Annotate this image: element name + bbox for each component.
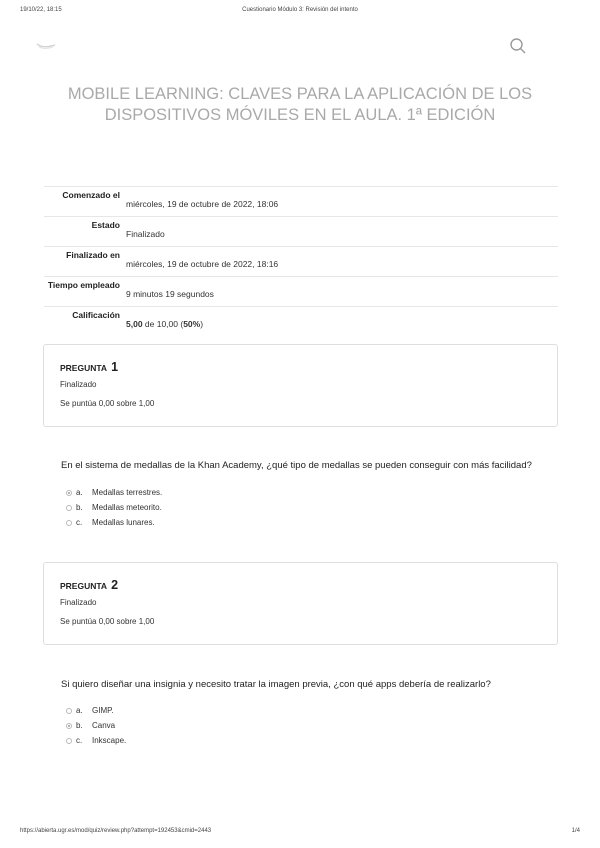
question-number: 1	[111, 360, 119, 374]
summary-row-grade	[44, 307, 558, 337]
answer-letter: a.	[76, 706, 83, 715]
answer-text: GIMP.	[92, 706, 114, 715]
swoosh-logo-icon[interactable]	[35, 40, 57, 52]
radio-checked-icon[interactable]	[66, 723, 72, 729]
radio-icon[interactable]	[66, 520, 72, 526]
answer-text: Medallas lunares.	[92, 518, 155, 527]
answer-option[interactable]	[66, 500, 162, 515]
summary-row-finished	[44, 247, 558, 277]
summary-label: Finalizado en	[66, 250, 120, 260]
radio-checked-icon[interactable]	[66, 490, 72, 496]
answer-text: Canva	[92, 721, 116, 730]
grade-score: 5,00	[126, 319, 143, 329]
answer-option[interactable]	[66, 703, 126, 718]
grade-percent: 50%	[183, 319, 201, 329]
question-grade: Se puntúa 0,00 sobre 1,00	[60, 617, 155, 626]
question-text: Si quiero diseñar una insignia y necesito tratar la imagen previa, ¿con qué apps debería de realizarlo?	[61, 679, 491, 690]
print-date: 19/10/22, 18:15	[20, 7, 62, 13]
answer-text: Inkscape.	[92, 736, 127, 745]
answer-option[interactable]	[66, 515, 162, 530]
print-page-number: 1/4	[571, 828, 580, 834]
question-grade: Se puntúa 0,00 sobre 1,00	[60, 399, 155, 408]
answer-list	[66, 703, 126, 748]
course-title: MOBILE LEARNING: CLAVES PARA LA APLICACIÓN DE LOS DISPOSITIVOS MÓVILES EN EL AULA. 1ª EDICIÓN	[67, 85, 533, 124]
question-state: Finalizado	[60, 380, 97, 389]
answer-letter: a.	[76, 488, 83, 497]
search-icon[interactable]	[509, 37, 527, 55]
question-number: 2	[111, 578, 119, 592]
print-page-title: Cuestionario Módulo 3: Revisión del intento	[242, 7, 358, 13]
summary-value: Finalizado	[126, 229, 165, 239]
summary-row-state	[44, 217, 558, 247]
summary-row-started	[44, 187, 558, 217]
question-label-text: PREGUNTA	[60, 363, 108, 373]
question-label	[60, 360, 118, 374]
radio-icon[interactable]	[66, 708, 72, 714]
summary-value: miércoles, 19 de octubre de 2022, 18:06	[126, 199, 279, 209]
summary-label: Tiempo empleado	[47, 280, 120, 290]
question-info-box	[43, 562, 558, 645]
answer-text: Medallas meteorito.	[92, 503, 162, 512]
answer-option[interactable]	[66, 718, 126, 733]
question-state: Finalizado	[60, 598, 97, 607]
summary-value: miércoles, 19 de octubre de 2022, 18:16	[126, 259, 279, 269]
radio-icon[interactable]	[66, 738, 72, 744]
answer-letter: c.	[76, 518, 83, 527]
summary-label: Calificación	[72, 310, 120, 320]
answer-letter: c.	[76, 736, 83, 745]
grade-of: de 10,00 (	[142, 319, 184, 329]
answer-list	[66, 485, 162, 530]
answer-option[interactable]	[66, 733, 126, 748]
question-label	[60, 578, 118, 592]
summary-value: 9 minutos 19 segundos	[126, 289, 214, 299]
print-url: https://abierta.ugr.es/mod/quiz/review.php?attempt=192453&cmid=2443	[20, 828, 212, 834]
answer-letter: b.	[76, 503, 83, 512]
radio-icon[interactable]	[66, 505, 72, 511]
answer-option[interactable]	[66, 485, 162, 500]
question-info-box	[43, 344, 558, 427]
answer-letter: b.	[76, 721, 83, 730]
attempt-summary-table	[44, 186, 558, 337]
grade-close: )	[200, 319, 204, 329]
question-label-text: PREGUNTA	[60, 581, 108, 591]
summary-label: Estado	[91, 220, 120, 230]
summary-row-time	[44, 277, 558, 307]
answer-text: Medallas terrestres.	[92, 488, 163, 497]
question-text: En el sistema de medallas de la Khan Academy, ¿qué tipo de medallas se pueden conseguir con más facilidad?	[61, 460, 532, 471]
summary-label: Comenzado el	[62, 190, 120, 200]
summary-value	[126, 307, 558, 337]
